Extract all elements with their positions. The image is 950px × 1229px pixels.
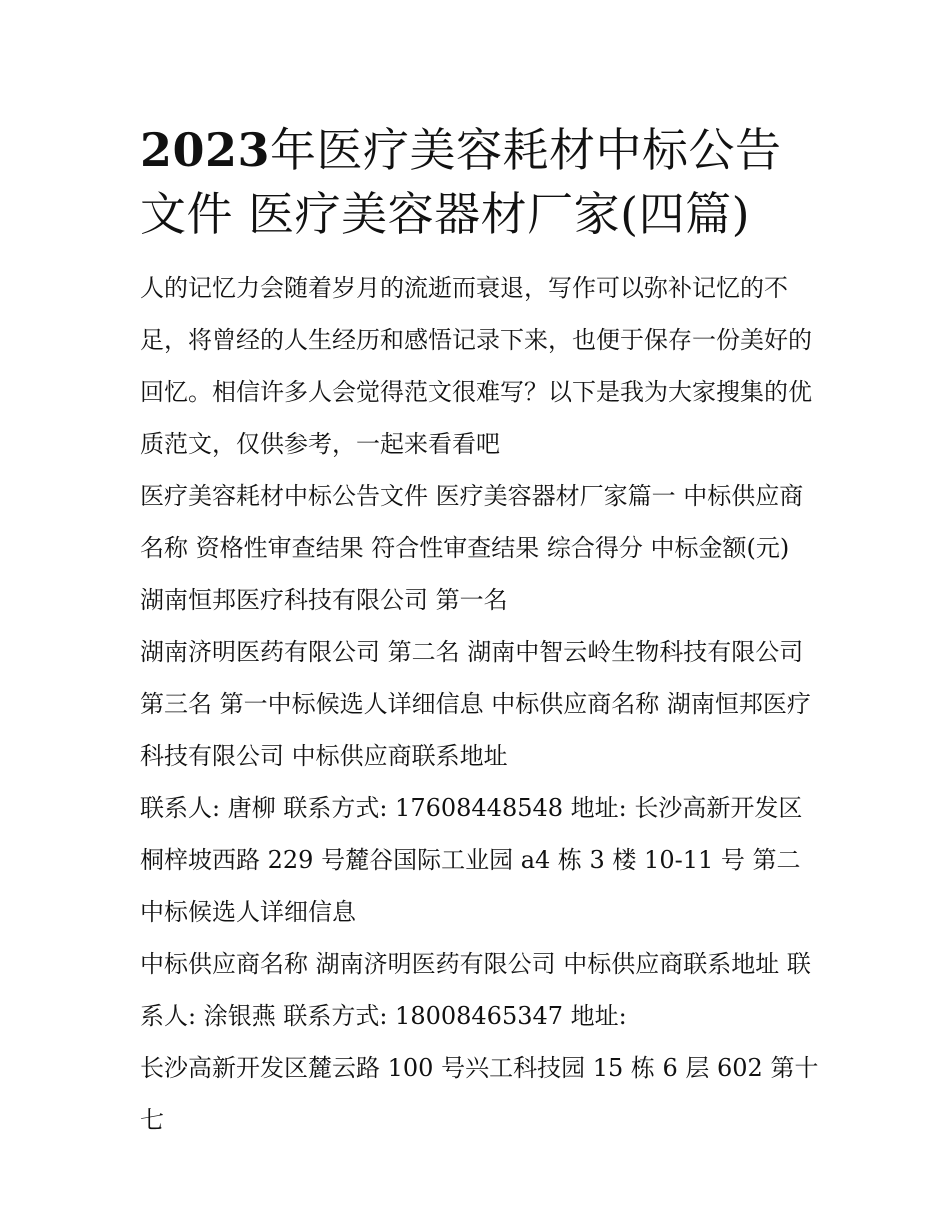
title-text: 年医疗美容耗材中标公告文件 医疗美容器材厂家(四篇) xyxy=(140,123,782,241)
document-body xyxy=(140,118,820,1146)
paragraph-first-contact: 联系人: 唐柳 联系方式: 17608448548 地址: 长沙高新开发区桐梓坡西路 229 号麓谷国际工业园 a4 栋 3 楼 10-11 号 第二中标候选人详细信息 xyxy=(140,794,803,926)
paragraph-second-address: 长沙高新开发区麓云路 100 号兴工科技园 15 栋 6 层 602 第十七 xyxy=(140,1054,819,1134)
document-title xyxy=(140,118,820,246)
paragraph-rankings: 湖南济明医药有限公司 第二名 湖南中智云岭生物科技有限公司 第三名 第一中标候选人详细信息 中标供应商名称 湖南恒邦医疗科技有限公司 中标供应商联系地址 xyxy=(140,638,811,770)
title-year: 2023 xyxy=(140,123,271,177)
paragraph-second-supplier: 中标供应商名称 湖南济明医药有限公司 中标供应商联系地址 联系人: 涂银燕 联系方式: 18008465347 地址: xyxy=(140,950,811,1030)
intro-paragraph: 人的记忆力会随着岁月的流逝而衰退，写作可以弥补记忆的不足，将曾经的人生经历和感悟记录下来，也便于保存一份美好的回忆。相信许多人会觉得范文很难写？以下是我为大家搜集的优质范文，仅供参考，一起来看看吧 xyxy=(140,274,812,458)
paragraph-bid-results: 医疗美容耗材中标公告文件 医疗美容器材厂家篇一 中标供应商名称 资格性审查结果 符合性审查结果 综合得分 中标金额(元) 湖南恒邦医疗科技有限公司 第一名 xyxy=(140,482,804,614)
